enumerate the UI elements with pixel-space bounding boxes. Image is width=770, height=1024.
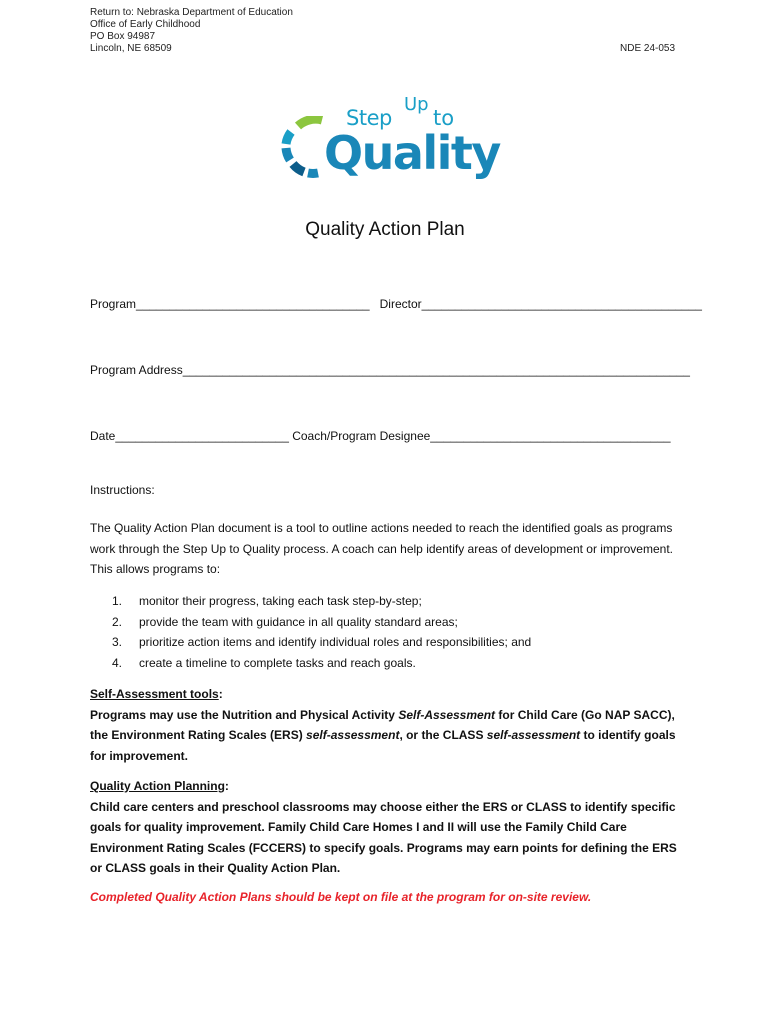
return-line: Office of Early Childhood — [90, 19, 201, 30]
logo-word-step: Step — [346, 106, 392, 130]
self-assessment-section — [90, 684, 680, 766]
heading-colon: : — [218, 687, 223, 701]
quality-action-planning-heading: Quality Action Planning — [90, 779, 225, 793]
program-field[interactable]: Program___________________________________ — [90, 297, 370, 311]
self-assessment-text: , or the CLASS — [399, 728, 487, 742]
date-field[interactable]: Date__________________________ — [90, 429, 289, 443]
return-line: Lincoln, NE 68509 — [90, 43, 172, 54]
list-text: monitor their progress, taking each task step-by-step; — [139, 594, 422, 608]
list-text: provide the team with guidance in all quality standard areas; — [139, 614, 458, 629]
list-number: 2. — [112, 614, 123, 629]
program-field-row — [90, 297, 702, 311]
form-number: NDE 24-053 — [620, 43, 676, 54]
list-item — [112, 653, 682, 674]
list-text: prioritize action items and identify individual roles and responsibilities; and — [139, 635, 532, 649]
list-number: 4. — [112, 655, 123, 670]
quality-action-planning-section — [90, 776, 680, 879]
logo-word-to: to — [433, 106, 455, 130]
page-title: Quality Action Plan — [305, 219, 465, 240]
heading-colon: : — [224, 779, 229, 793]
logo-word-quality: Quality — [324, 126, 500, 180]
self-assessment-italic: Self-Assessment — [398, 707, 496, 722]
self-assessment-italic: self-assessment — [306, 728, 400, 742]
self-assessment-heading: Self-Assessment tools — [90, 687, 219, 701]
self-assessment-text: for Child Care (Go NAP SACC), the Environment Rating Scales (ERS) — [90, 707, 675, 742]
self-assessment-text: Programs may use the Nutrition and Physical Activity — [90, 707, 399, 722]
date-coach-field-row — [90, 429, 671, 443]
list-text: create a timeline to complete tasks and reach goals. — [139, 655, 416, 670]
self-assessment-italic: self-assessment — [486, 728, 581, 742]
return-line: PO Box 94987 — [90, 31, 156, 42]
instruction-steps — [112, 591, 682, 673]
logo-word-up: Up — [404, 94, 429, 115]
instructions-label: Instructions: — [90, 483, 155, 497]
self-assessment-text: to identify goals for improvement. — [90, 728, 676, 763]
step-up-to-quality-logo — [278, 94, 500, 190]
list-item — [112, 612, 682, 633]
list-item — [112, 632, 682, 653]
instructions-paragraph: The Quality Action Plan document is a tool to outline actions needed to reach the identified goals as programs work through the Step Up to Quality process. A coach can help identify areas of development or improvement. This allows programs to: — [90, 521, 673, 576]
program-address-field[interactable]: Program Address____________________________________________________________________________ — [90, 363, 690, 377]
return-line: Return to: Nebraska Department of Education — [90, 7, 293, 18]
list-number: 1. — [112, 594, 123, 608]
coach-field[interactable]: Coach/Program Designee____________________________________ — [292, 429, 671, 443]
director-field[interactable]: Director__________________________________________ — [379, 297, 702, 311]
list-item — [112, 591, 682, 612]
quality-action-planning-text: Child care centers and preschool classrooms may choose either the ERS or CLASS to identify specific goals for quality improvement. Family Child Care Homes I and II will use the Family Child Care Environment Rating Scales (FCCERS) to specify goals. Programs may earn points for defining the ERS or CLASS goals in their Quality Action Plan. — [90, 799, 677, 875]
return-address — [90, 7, 293, 55]
list-number: 3. — [112, 635, 123, 649]
review-note: Completed Quality Action Plans should be kept on file at the program for on-site review. — [90, 890, 592, 904]
